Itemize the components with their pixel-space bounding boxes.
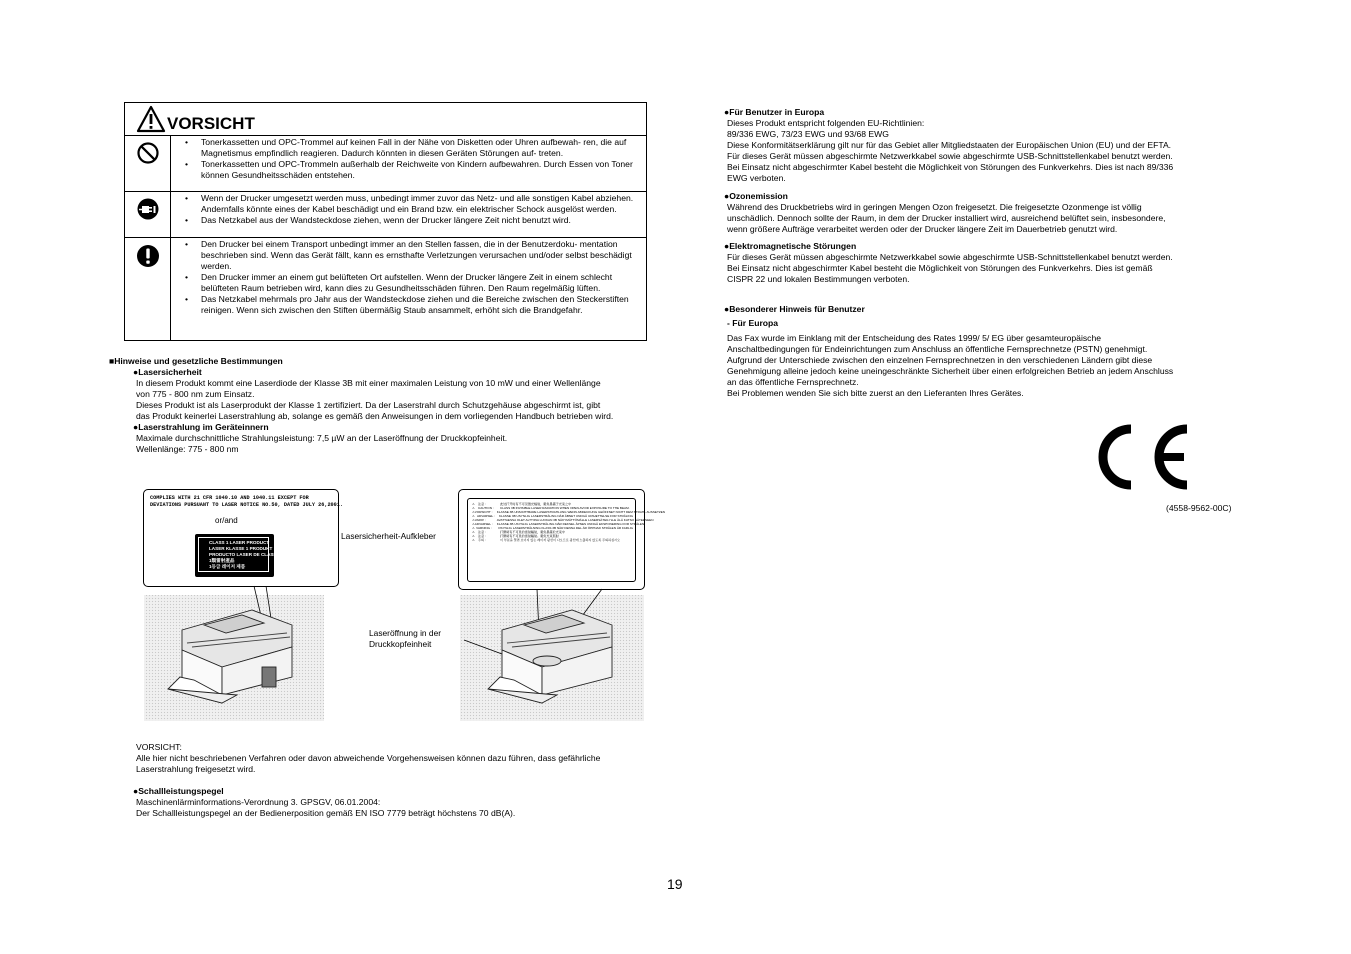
special-heading: ●Besonderer Hinweis für Benutzer <box>724 304 865 314</box>
list-item: • Tonerkassetten und OPC-Trommeln außerhalb der Reichweite von Kindern aufbewahren. Durch Essen von Toner können Gesundheitsschäden entstehen. <box>201 159 646 181</box>
caution-row-magnetism <box>125 136 646 192</box>
warning-triangle-icon: ⚠ <box>472 538 475 542</box>
warning-row-text: 打開時有不可見的雷射輻射。避免光束照射 <box>500 534 559 538</box>
europe-text: Dieses Produkt entspricht folgenden EU-Richtlinien: 89/336 EWG, 73/23 EWG und 93/68 EWG Diese Konformitätserklärung gilt nur für das Gebiet aller Mitgliedstaaten der Europäischen Union (EU) und der EFTA. Für dieses Gerät müssen abgeschirmte Netzwerkkabel sowie abgeschirmte USB-Schnittstellenkabel benutzt werden. Bei Einsatz nicht abgeschirmter Kabel besteht die Möglichkeit von Störungen des Funkverkehrs. Dies ist nach 89/336 EWG verboten. <box>727 118 1174 183</box>
warning-row-tag: 注意 : <box>478 502 486 506</box>
ozone-heading: ●Ozonemission <box>724 191 788 201</box>
warning-triangle-icon: ⚠ <box>472 502 475 506</box>
special-text: Das Fax wurde im Einklang mit der Entscheidung des Rates 1999/ 5/ EG über gesamteuropäische Anschaltbedingungen für Endeinrichtungen zum Anschluss an öffentliche Fernsprechnetze (PSTN) genehmigt. Aufgrund der Unterschiede zwischen den einzelnen Fernsprechnetzen in den verschiedenen Ländern gibt diese Genehmigung alleine jedoch keine uneingeschränkte Sicherheit über einen erfolgreichen Betrieb an jedem Anschluss an das öffentliche Fernsprechnetz. Bei Problemen wenden Sie sich bitte zuerst an den Lieferanten Ihres Gerätes. <box>727 333 1174 398</box>
class1-label: CLASS 1 LASER PRODUCT LASER KLASSE 1 PRODUKT PRODUCTO LASER DE CLASE 1 1類雷射產品 1등급 레이저 제품 <box>195 534 274 577</box>
warning-triangle-icon: ⚠ <box>472 510 475 514</box>
list-item: • Das Netzkabel aus der Wandsteckdose ziehen, wenn der Drucker längere Zeit nicht benutzt wird. <box>201 215 646 226</box>
unplug-icon <box>136 197 160 221</box>
laser-radiation-text: Maximale durchschnittliche Strahlungsleistung: 7,5 µW an der Laseröffnung der Druckkopfeinheit. Wellenlänge: 775 - 800 nm <box>136 433 508 454</box>
list-item: • Den Drucker immer an einem gut belüfteten Ort aufstellen. Wenn der Drucker längere Zeit in einem schlecht belüfteten Raum betrieben wird, kann dies zu Gesundheitsschäden führen. Den Raum regelmäßig lüften. <box>201 272 646 294</box>
warning-row-text: CLASS 3B INVISIBLE LASER RADIATION WHEN OPEN AVOID EXPOSURE TO THE BEAM. <box>500 506 630 510</box>
warning-triangle-icon: ⚠ <box>472 522 475 526</box>
warning-row-tag: VORSICHT : <box>474 510 493 514</box>
compliance-label: COMPLIES WITH 21 CFR 1040.10 AND 1040.11 EXCEPT FOR DEVIATIONS PURSUANT TO LASER NOTICE NO.50, DATED JULY 26,2001. or/and CLASS 1 LASER PRODUCT LASER KLASSE 1 PRODUKT PRODUCTO LASER DE CLASE 1 1類雷射產品 1등급 레이저 제품 <box>143 489 339 587</box>
warning-row-tag: VARO! : <box>474 518 486 522</box>
caution-row-unplug <box>125 192 646 238</box>
list-item: • Das Netzkabel mehrmals pro Jahr aus der Wandsteckdose ziehen und die Bereiche zwischen den Steckerstiften reinigen. Wenn sich zwischen den Stiften übermäßig Staub ansammelt, erhöht sich die Brandgefahr. <box>201 294 646 316</box>
warning-row <box>472 538 633 542</box>
list-item: • Wenn der Drucker umgesetzt werden muss, unbedingt immer zuvor das Netz- und alle sonstigen Kabel abziehen. Andernfalls könnte eines der Kabel beschädigt und ein Brand bzw. ein elektrischer Schock ausgelöst werden. <box>201 193 646 215</box>
page-number: 19 <box>667 876 683 892</box>
warning-row-text: KLASSE 3B USYNLIG LASERSTRÅLING NÅR ÅBNET UNDGÅ UDSÆTTELSE FOR STRÅLING <box>498 514 633 518</box>
warning-triangle-icon: ⚠ <box>472 506 475 510</box>
sound-text: Maschinenlärminformations-Verordnung 3. GPSGV, 06.01.2004: Der Schallleistungspegel an der Bedienerposition gemäß EN ISO 7779 beträgt höchstens 70 dB(A). <box>136 797 516 818</box>
warning-triangle-icon: ⚠ <box>472 534 475 538</box>
prohibition-icon <box>136 141 160 165</box>
warning-row-tag: ADVARSEL : <box>476 514 495 518</box>
caution-title: VORSICHT <box>167 114 255 133</box>
warning-triangle-icon: ⚠ <box>472 518 475 522</box>
laser-safety-heading: ●Lasersicherheit <box>133 367 202 377</box>
aperture-caption: Laseröffnung in der Druckkopfeinheit <box>369 628 442 649</box>
warning-triangle-icon <box>136 105 166 133</box>
warning-triangle-icon: ⚠ <box>472 526 475 530</box>
laser-warning-label <box>458 489 666 590</box>
warning-row-text: KLASSE 3B UNSICHTBARE LASERSTRAHLUNG WENN ABDECKUNG GEÖFFNET NICHT DEM STRAHL AUSSETZEN <box>496 510 666 514</box>
warning-row-text: KLASSE 3B USYNLIG LASERSTRÅLING NÅR DEKSEL ÅPNES UNNGÅ EKSPONERING FOR STRÅLEN <box>496 522 645 526</box>
caution-row-transport <box>125 238 646 341</box>
warning-row-tag: 注意 : <box>478 530 486 534</box>
vorsicht-note: VORSICHT: Alle hier nicht beschriebenen Verfahren oder davon abweichende Vorgehensweisen können dazu führen, dass gefährliche Laserstrahlung freigesetzt wird. <box>136 742 601 774</box>
or-and-label: or/and <box>215 516 238 525</box>
ozone-text: Während des Druckbetriebs wird in geringen Mengen Ozon freigesetzt. Die freigesetzte Ozonmenge ist völlig unschädlich. Dennoch sollte der Raum, in dem der Drucker installiert wird, ausreichend belüftet sein, insbesondere, wenn größere Aufträge verarbeitet werden oder der Drucker längere Zeit im Dauerbetrieb genutzt wird. <box>727 202 1166 234</box>
sound-heading: ●Schallleistungspegel <box>133 786 224 796</box>
warning-row-text: AVATTAESSA OLET ALTTIINA LUOKAN 3B NÄKYMÄTTÖMÄLLE LASERSÄTEILYLLE ÄLÄ KATSO SÄTEESEEN <box>496 518 654 522</box>
warning-row-text: 此处打开时有不可见激光辐射，避免暴露于光束之中 <box>500 502 572 506</box>
sticker-caption: Lasersicherheit-Aufkleber <box>341 531 436 541</box>
warning-row-text: OSYNLIG LASERSTRÅLNING KLASS 3B NÄR DENNA DEL ÄR ÖPPNAD STRÅLEN ÄR FARLIG <box>498 526 633 530</box>
list-item: • Den Drucker bei einem Transport unbedingt immer an den Stellen fassen, die in der Benutzerdoku- mentation beschrieben sind. Wenn das Gerät fällt, kann es ernsthafte Verletzungen verursachen und/oder selbst beschädigt werden. <box>201 239 646 272</box>
warning-row-tag: 주의 : <box>478 538 486 542</box>
caution-header <box>125 103 646 136</box>
regulations-heading: ■Hinweise und gesetzliche Bestimmungen <box>109 356 283 366</box>
emc-heading: ●Elektromagnetische Störungen <box>724 241 857 251</box>
warning-row-text: 打開時有不可見的雷射輻射，避免暴露於光束中 <box>500 530 565 534</box>
ce-code: (4558-9562-00C) <box>1166 503 1232 513</box>
caution-table <box>124 102 647 341</box>
warning-triangle-icon: ⚠ <box>472 514 475 518</box>
laser-radiation-heading: ●Laserstrahlung im Geräteinnern <box>133 422 269 432</box>
warning-row-tag: ADVARSEL : <box>474 522 493 526</box>
warning-triangle-icon: ⚠ <box>472 530 475 534</box>
ce-mark-icon <box>1093 421 1193 493</box>
exclamation-icon <box>136 244 160 268</box>
printer-illustration <box>142 585 647 723</box>
special-sub: - Für Europa <box>727 318 779 328</box>
warning-row-tag: VARNING : <box>476 526 492 530</box>
list-item: • Tonerkassetten und OPC-Trommel auf keinen Fall in der Nähe von Disketten oder Uhren aufbewah- ren, die auf Magnetismus empfindlich reagieren. Dadurch könnten in diesen Geräten Störungen auf- treten. <box>201 137 646 159</box>
laser-safety-text: In diesem Produkt kommt eine Laserdiode der Klasse 3B mit einer maximalen Leistung von 10 mW und einer Wellenlänge von 775 - 800 nm zum Einsatz. Dieses Produkt ist als Laserprodukt der Klasse 1 zertifiziert. Da der Laserstrahl durch Schutzgehäuse abgeschirmt ist, gibt das Produkt keinerlei Laserstrahlung ab, solange es gemäß den Anweisungen in dem vorliegenden Handbuch betrieben wird. <box>136 378 614 421</box>
warning-row-tag: 注意 : <box>478 534 486 538</box>
warning-row-tag: CAUTION : <box>478 506 494 510</box>
emc-text: Für dieses Gerät müssen abgeschirmte Netzwerkkabel sowie abgeschirmte USB-Schnittstellenkabel benutzt werden. Bei Einsatz nicht abgeschirmter Kabel besteht die Möglichkeit von Störungen des Funkverkehrs. Dies ist gemäß CISPR 22 und lokalen Bestimmungen verboten. <box>727 252 1173 284</box>
europe-heading: ●Für Benutzer in Europa <box>724 107 825 117</box>
warning-row-text: 이 부분을 열면 보이지 않는 레이저 광선이 나오므로 광선에 노출되지 않도록 주의하십시오 <box>500 538 621 542</box>
